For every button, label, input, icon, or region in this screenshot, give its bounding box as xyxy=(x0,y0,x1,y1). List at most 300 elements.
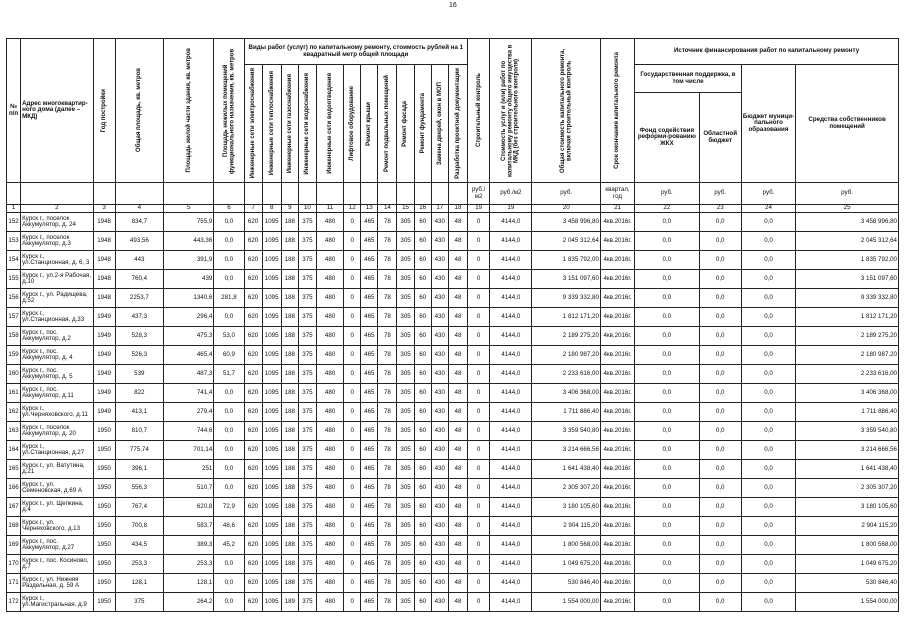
row-nonliving-area: 0,0 xyxy=(214,460,244,479)
row-work-cost: 188 xyxy=(281,441,298,460)
row-regional: 0,0 xyxy=(699,479,741,498)
row-fund: 0,0 xyxy=(635,498,699,517)
row-work-cost: 430 xyxy=(431,232,448,251)
row-work-cost: 1095 xyxy=(262,460,281,479)
row-unit-cost: 4144,0 xyxy=(490,213,532,232)
row-regional: 0,0 xyxy=(699,251,741,270)
row-work-cost: 188 xyxy=(281,384,298,403)
row-work-cost: 620 xyxy=(244,498,262,517)
row-work-cost: 188 xyxy=(281,574,298,593)
row-work-cost: 78 xyxy=(378,479,397,498)
row-work-cost: 375 xyxy=(298,289,316,308)
row-work-cost: 480 xyxy=(316,365,343,384)
row-work-cost: 375 xyxy=(298,403,316,422)
row-work-cost: 430 xyxy=(431,536,448,555)
row-municipal: 0,0 xyxy=(741,422,795,441)
row-work-cost: 305 xyxy=(397,574,414,593)
row-work-cost: 1095 xyxy=(262,384,281,403)
header-living-area: Площадь жилой части здания, кв. метров xyxy=(164,39,214,183)
row-living-area: 264,2 xyxy=(164,593,214,612)
row-owners: 3 151 097,60 xyxy=(796,270,899,289)
row-work-cost: 375 xyxy=(298,555,316,574)
row-work-cost: 1095 xyxy=(262,479,281,498)
row-work-cost: 1095 xyxy=(262,346,281,365)
row-work-cost: 188 xyxy=(281,365,298,384)
row-number: 166 xyxy=(7,479,21,498)
row-nonliving-area: 0,0 xyxy=(214,593,244,612)
row-work-cost: 1095 xyxy=(262,270,281,289)
row-work-cost: 305 xyxy=(397,479,414,498)
row-regional: 0,0 xyxy=(699,498,741,517)
row-work-cost: 430 xyxy=(431,289,448,308)
row-year: 1949 xyxy=(93,346,115,365)
row-work-cost: 375 xyxy=(298,384,316,403)
row-number: 164 xyxy=(7,441,21,460)
row-total-cost: 530 846,40 xyxy=(532,574,600,593)
row-work-cost: 305 xyxy=(397,460,414,479)
row-work-cost: 1095 xyxy=(262,289,281,308)
row-regional: 0,0 xyxy=(699,270,741,289)
row-fund: 0,0 xyxy=(635,593,699,612)
row-owners: 2 180 987,20 xyxy=(796,346,899,365)
row-year: 1948 xyxy=(93,213,115,232)
row-work-cost: 78 xyxy=(378,498,397,517)
row-work-cost: 188 xyxy=(281,213,298,232)
row-fund: 0,0 xyxy=(635,460,699,479)
row-work-cost: 60 xyxy=(414,232,431,251)
row-work-cost: 48 xyxy=(448,555,467,574)
row-total-area: 700,8 xyxy=(115,517,163,536)
row-work-cost: 430 xyxy=(431,270,448,289)
row-regional: 0,0 xyxy=(699,327,741,346)
row-work-cost: 1095 xyxy=(262,422,281,441)
row-total-area: 493,56 xyxy=(115,232,163,251)
row-deadline: 4кв.2016г. xyxy=(600,232,634,251)
row-work-cost: 480 xyxy=(316,574,343,593)
row-fund: 0,0 xyxy=(635,384,699,403)
row-total-cost: 2 189 275,20 xyxy=(532,327,600,346)
row-work-cost: 480 xyxy=(316,460,343,479)
row-work-cost: 48 xyxy=(448,232,467,251)
row-work-cost: 0 xyxy=(344,346,361,365)
row-work-cost: 0 xyxy=(468,498,490,517)
row-work-cost: 189 xyxy=(281,593,298,612)
row-year: 1948 xyxy=(93,251,115,270)
row-municipal: 0,0 xyxy=(741,479,795,498)
row-work-cost: 480 xyxy=(316,422,343,441)
row-work-cost: 60 xyxy=(414,593,431,612)
row-work-cost: 430 xyxy=(431,403,448,422)
row-unit-cost: 4144,0 xyxy=(490,365,532,384)
row-work-cost: 430 xyxy=(431,422,448,441)
row-work-cost: 48 xyxy=(448,327,467,346)
row-work-cost: 305 xyxy=(397,403,414,422)
column-number: 11 xyxy=(316,205,343,213)
row-work-cost: 465 xyxy=(361,460,378,479)
row-regional: 0,0 xyxy=(699,536,741,555)
row-living-area: 620,8 xyxy=(164,498,214,517)
table-row xyxy=(7,593,899,612)
row-work-cost: 430 xyxy=(431,498,448,517)
row-fund: 0,0 xyxy=(635,365,699,384)
row-work-cost: 188 xyxy=(281,460,298,479)
row-unit-cost: 4144,0 xyxy=(490,384,532,403)
row-address: Курск г., поселок Аккумулятор, д. 20 xyxy=(21,422,93,441)
row-work-cost: 188 xyxy=(281,308,298,327)
row-work-cost: 480 xyxy=(316,327,343,346)
row-deadline: 4кв.2016г. xyxy=(600,403,634,422)
row-owners: 1 641 438,40 xyxy=(796,460,899,479)
unit-rub-per-m2: руб./м2 xyxy=(490,183,532,205)
column-number: 8 xyxy=(262,205,281,213)
row-work-cost: 620 xyxy=(244,384,262,403)
row-living-area: 389,3 xyxy=(164,536,214,555)
row-deadline: 4кв.2016г. xyxy=(600,346,634,365)
row-work-cost: 465 xyxy=(361,574,378,593)
row-work-cost: 60 xyxy=(414,327,431,346)
row-work-cost: 0 xyxy=(468,327,490,346)
row-owners: 3 406 368,00 xyxy=(796,384,899,403)
row-work-cost: 620 xyxy=(244,460,262,479)
row-owners: 1 711 886,40 xyxy=(796,403,899,422)
row-address: Курск г., пос. Аккумулятор, д. 5 xyxy=(21,365,93,384)
row-nonliving-area: 0,0 xyxy=(214,384,244,403)
row-fund: 0,0 xyxy=(635,270,699,289)
row-number: 158 xyxy=(7,327,21,346)
row-work-cost: 305 xyxy=(397,213,414,232)
table-row xyxy=(7,498,899,517)
row-address: Курск г., пос. Аккумулятор, д. 4 xyxy=(21,346,93,365)
row-owners: 3 180 105,60 xyxy=(796,498,899,517)
row-nonliving-area: 0,0 xyxy=(214,479,244,498)
row-work-cost: 620 xyxy=(244,270,262,289)
row-total-cost: 3 180 105,60 xyxy=(532,498,600,517)
row-work-cost: 430 xyxy=(431,517,448,536)
row-work-cost: 375 xyxy=(298,479,316,498)
row-regional: 0,0 xyxy=(699,593,741,612)
row-number: 169 xyxy=(7,536,21,555)
row-nonliving-area: 281,8 xyxy=(214,289,244,308)
row-work-cost: 375 xyxy=(298,593,316,612)
row-address: Курск г., пос. Аккумулятор, д.11 xyxy=(21,384,93,403)
row-address: Курск г., ул.Станционная, д.27 xyxy=(21,441,93,460)
row-work-cost: 188 xyxy=(281,232,298,251)
row-number: 172 xyxy=(7,593,21,612)
row-deadline: 4кв.2016г. xyxy=(600,441,634,460)
row-work-cost: 60 xyxy=(414,574,431,593)
row-work-cost: 0 xyxy=(468,555,490,574)
row-fund: 0,0 xyxy=(635,327,699,346)
row-unit-cost: 4144,0 xyxy=(490,308,532,327)
table-row xyxy=(7,308,899,327)
row-fund: 0,0 xyxy=(635,422,699,441)
table-row xyxy=(7,289,899,308)
row-work-cost: 60 xyxy=(414,460,431,479)
row-work-cost: 78 xyxy=(378,346,397,365)
header-work-0: Инженерные сети электроснабжения xyxy=(244,65,262,183)
row-work-cost: 0 xyxy=(344,460,361,479)
row-municipal: 0,0 xyxy=(741,289,795,308)
row-work-cost: 48 xyxy=(448,593,467,612)
row-total-cost: 2 180 987,20 xyxy=(532,346,600,365)
row-work-cost: 305 xyxy=(397,289,414,308)
row-address: Курск г., пос. Аккумулятор, д.2 xyxy=(21,327,93,346)
table-row xyxy=(7,213,899,232)
row-fund: 0,0 xyxy=(635,251,699,270)
row-nonliving-area: 0,0 xyxy=(214,308,244,327)
row-nonliving-area: 0,0 xyxy=(214,232,244,251)
row-nonliving-area: 0,0 xyxy=(214,422,244,441)
header-work-5: Лифтовое оборудование xyxy=(344,65,361,183)
row-work-cost: 465 xyxy=(361,479,378,498)
row-work-cost: 465 xyxy=(361,536,378,555)
row-address: Курск г., ул.Магистральная, д.9 xyxy=(21,593,93,612)
row-work-cost: 78 xyxy=(378,593,397,612)
row-owners: 2 045 312,64 xyxy=(796,232,899,251)
row-total-cost: 3 214 666,56 xyxy=(532,441,600,460)
row-work-cost: 375 xyxy=(298,365,316,384)
row-number: 161 xyxy=(7,384,21,403)
row-deadline: 4кв.2016г. xyxy=(600,498,634,517)
row-deadline: 4кв.2016г. xyxy=(600,213,634,232)
row-work-cost: 430 xyxy=(431,555,448,574)
row-total-area: 810,7 xyxy=(115,422,163,441)
row-work-cost: 620 xyxy=(244,289,262,308)
row-regional: 0,0 xyxy=(699,441,741,460)
row-work-cost: 78 xyxy=(378,270,397,289)
row-deadline: 4кв.2016г. xyxy=(600,422,634,441)
row-total-area: 767,4 xyxy=(115,498,163,517)
row-work-cost: 1095 xyxy=(262,517,281,536)
row-total-cost: 2 045 312,64 xyxy=(532,232,600,251)
row-year: 1950 xyxy=(93,593,115,612)
row-fund: 0,0 xyxy=(635,403,699,422)
row-work-cost: 78 xyxy=(378,251,397,270)
row-municipal: 0,0 xyxy=(741,536,795,555)
header-work-7: Ремонт подвальных помещений xyxy=(378,65,397,183)
row-work-cost: 0 xyxy=(344,441,361,460)
row-work-cost: 305 xyxy=(397,270,414,289)
row-year: 1949 xyxy=(93,327,115,346)
header-works-group: Виды работ (услуг) по капитальному ремонту, стоимость рублей на 1 квадратный метр общей площади xyxy=(244,39,468,65)
row-work-cost: 430 xyxy=(431,460,448,479)
row-unit-cost: 4144,0 xyxy=(490,479,532,498)
row-unit-cost: 4144,0 xyxy=(490,555,532,574)
unit-quarter-year: квартал, год xyxy=(600,183,634,205)
row-work-cost: 620 xyxy=(244,403,262,422)
row-work-cost: 465 xyxy=(361,270,378,289)
row-work-cost: 465 xyxy=(361,384,378,403)
row-work-cost: 48 xyxy=(448,270,467,289)
row-work-cost: 1095 xyxy=(262,365,281,384)
row-regional: 0,0 xyxy=(699,422,741,441)
row-municipal: 0,0 xyxy=(741,346,795,365)
row-number: 154 xyxy=(7,251,21,270)
row-municipal: 0,0 xyxy=(741,460,795,479)
row-total-cost: 3 359 540,80 xyxy=(532,422,600,441)
row-work-cost: 60 xyxy=(414,384,431,403)
row-work-cost: 305 xyxy=(397,365,414,384)
row-total-cost: 9 339 332,80 xyxy=(532,289,600,308)
row-address: Курск г., ул.2-я Рабочая, д.10 xyxy=(21,270,93,289)
row-address: Курск г., ул. Семеновская, д.69 А xyxy=(21,479,93,498)
row-deadline: 4кв.2016г. xyxy=(600,536,634,555)
row-total-area: 413,1 xyxy=(115,403,163,422)
row-deadline: 4кв.2016г. xyxy=(600,555,634,574)
row-work-cost: 60 xyxy=(414,498,431,517)
row-living-area: 741,4 xyxy=(164,384,214,403)
row-work-cost: 375 xyxy=(298,574,316,593)
row-work-cost: 0 xyxy=(344,593,361,612)
row-work-cost: 60 xyxy=(414,422,431,441)
row-nonliving-area: 0,0 xyxy=(214,441,244,460)
row-work-cost: 0 xyxy=(468,479,490,498)
table-row xyxy=(7,555,899,574)
row-municipal: 0,0 xyxy=(741,232,795,251)
row-nonliving-area: 0,0 xyxy=(214,270,244,289)
row-total-cost: 1 800 568,00 xyxy=(532,536,600,555)
row-work-cost: 48 xyxy=(448,346,467,365)
row-municipal: 0,0 xyxy=(741,308,795,327)
row-living-area: 755,9 xyxy=(164,213,214,232)
unit-rub-regional: руб. xyxy=(699,183,741,205)
row-year: 1950 xyxy=(93,498,115,517)
row-fund: 0,0 xyxy=(635,213,699,232)
row-work-cost: 375 xyxy=(298,498,316,517)
row-work-cost: 78 xyxy=(378,308,397,327)
row-work-cost: 0 xyxy=(468,251,490,270)
header-address: Адрес многоквартир-ного дома (далее – МКД) xyxy=(21,39,93,183)
row-work-cost: 480 xyxy=(316,232,343,251)
row-work-cost: 430 xyxy=(431,308,448,327)
row-living-area: 296,4 xyxy=(164,308,214,327)
row-living-area: 510,7 xyxy=(164,479,214,498)
row-unit-cost: 4144,0 xyxy=(490,593,532,612)
column-number: 19 xyxy=(468,205,490,213)
row-year: 1948 xyxy=(93,232,115,251)
row-work-cost: 480 xyxy=(316,384,343,403)
row-municipal: 0,0 xyxy=(741,270,795,289)
row-work-cost: 465 xyxy=(361,289,378,308)
row-work-cost: 188 xyxy=(281,422,298,441)
row-unit-cost: 4144,0 xyxy=(490,441,532,460)
row-work-cost: 78 xyxy=(378,289,397,308)
row-work-cost: 0 xyxy=(468,270,490,289)
row-work-cost: 1095 xyxy=(262,555,281,574)
row-owners: 3 359 540,80 xyxy=(796,422,899,441)
row-total-area: 539 xyxy=(115,365,163,384)
row-nonliving-area: 51,7 xyxy=(214,365,244,384)
row-fund: 0,0 xyxy=(635,536,699,555)
row-work-cost: 305 xyxy=(397,384,414,403)
row-work-cost: 375 xyxy=(298,422,316,441)
column-number: 22 xyxy=(635,205,699,213)
row-address: Курск г., ул. Нижняя Раздельная, д. 59 А xyxy=(21,574,93,593)
row-work-cost: 305 xyxy=(397,555,414,574)
row-work-cost: 1095 xyxy=(262,213,281,232)
row-work-cost: 0 xyxy=(344,232,361,251)
row-living-area: 475,3 xyxy=(164,327,214,346)
row-work-cost: 0 xyxy=(344,517,361,536)
row-regional: 0,0 xyxy=(699,213,741,232)
row-work-cost: 375 xyxy=(298,327,316,346)
row-work-cost: 0 xyxy=(468,308,490,327)
header-municipal: Бюджет муници-пального образования xyxy=(741,65,795,183)
row-nonliving-area: 0,0 xyxy=(214,251,244,270)
header-work-12: Строительный контроль xyxy=(468,39,490,183)
row-nonliving-area: 48,6 xyxy=(214,517,244,536)
row-number: 152 xyxy=(7,213,21,232)
row-work-cost: 48 xyxy=(448,479,467,498)
row-number: 153 xyxy=(7,232,21,251)
row-work-cost: 78 xyxy=(378,232,397,251)
row-work-cost: 0 xyxy=(344,479,361,498)
row-work-cost: 305 xyxy=(397,346,414,365)
column-number: 4 xyxy=(115,205,163,213)
row-work-cost: 1095 xyxy=(262,574,281,593)
row-work-cost: 60 xyxy=(414,479,431,498)
row-living-area: 251 xyxy=(164,460,214,479)
row-work-cost: 465 xyxy=(361,403,378,422)
row-living-area: 487,3 xyxy=(164,365,214,384)
row-work-cost: 305 xyxy=(397,251,414,270)
row-work-cost: 480 xyxy=(316,498,343,517)
row-year: 1949 xyxy=(93,308,115,327)
row-work-cost: 60 xyxy=(414,517,431,536)
row-total-cost: 2 305 307,20 xyxy=(532,479,600,498)
row-number: 159 xyxy=(7,346,21,365)
row-municipal: 0,0 xyxy=(741,403,795,422)
row-living-area: 279,4 xyxy=(164,403,214,422)
header-total-cost: Общая стоимость капитального ремонта, включая строительный контроль xyxy=(532,39,600,183)
row-work-cost: 620 xyxy=(244,536,262,555)
row-work-cost: 48 xyxy=(448,384,467,403)
column-number: 10 xyxy=(298,205,316,213)
row-work-cost: 0 xyxy=(468,517,490,536)
row-owners: 1 049 675,20 xyxy=(796,555,899,574)
row-work-cost: 188 xyxy=(281,498,298,517)
row-nonliving-area: 0,0 xyxy=(214,574,244,593)
row-work-cost: 78 xyxy=(378,327,397,346)
row-work-cost: 78 xyxy=(378,555,397,574)
row-address: Курск г., ул. Радищева, д.52 xyxy=(21,289,93,308)
row-work-cost: 375 xyxy=(298,270,316,289)
row-unit-cost: 4144,0 xyxy=(490,536,532,555)
row-total-area: 253,3 xyxy=(115,555,163,574)
row-work-cost: 465 xyxy=(361,213,378,232)
row-address: Курск г., пос. Аккумулятор, д.27 xyxy=(21,536,93,555)
row-unit-cost: 4144,0 xyxy=(490,251,532,270)
row-work-cost: 0 xyxy=(344,555,361,574)
row-work-cost: 1095 xyxy=(262,536,281,555)
row-total-cost: 1 812 171,20 xyxy=(532,308,600,327)
table-row xyxy=(7,479,899,498)
row-deadline: 4кв.2016г. xyxy=(600,270,634,289)
row-unit-cost: 4144,0 xyxy=(490,232,532,251)
row-municipal: 0,0 xyxy=(741,517,795,536)
row-fund: 0,0 xyxy=(635,479,699,498)
row-number: 171 xyxy=(7,574,21,593)
row-unit-cost: 4144,0 xyxy=(490,403,532,422)
row-work-cost: 60 xyxy=(414,213,431,232)
row-work-cost: 48 xyxy=(448,289,467,308)
row-work-cost: 0 xyxy=(468,422,490,441)
row-work-cost: 60 xyxy=(414,289,431,308)
row-number: 157 xyxy=(7,308,21,327)
table-row xyxy=(7,403,899,422)
header-work-9: Ремонт фундамента xyxy=(414,65,431,183)
row-work-cost: 0 xyxy=(344,498,361,517)
